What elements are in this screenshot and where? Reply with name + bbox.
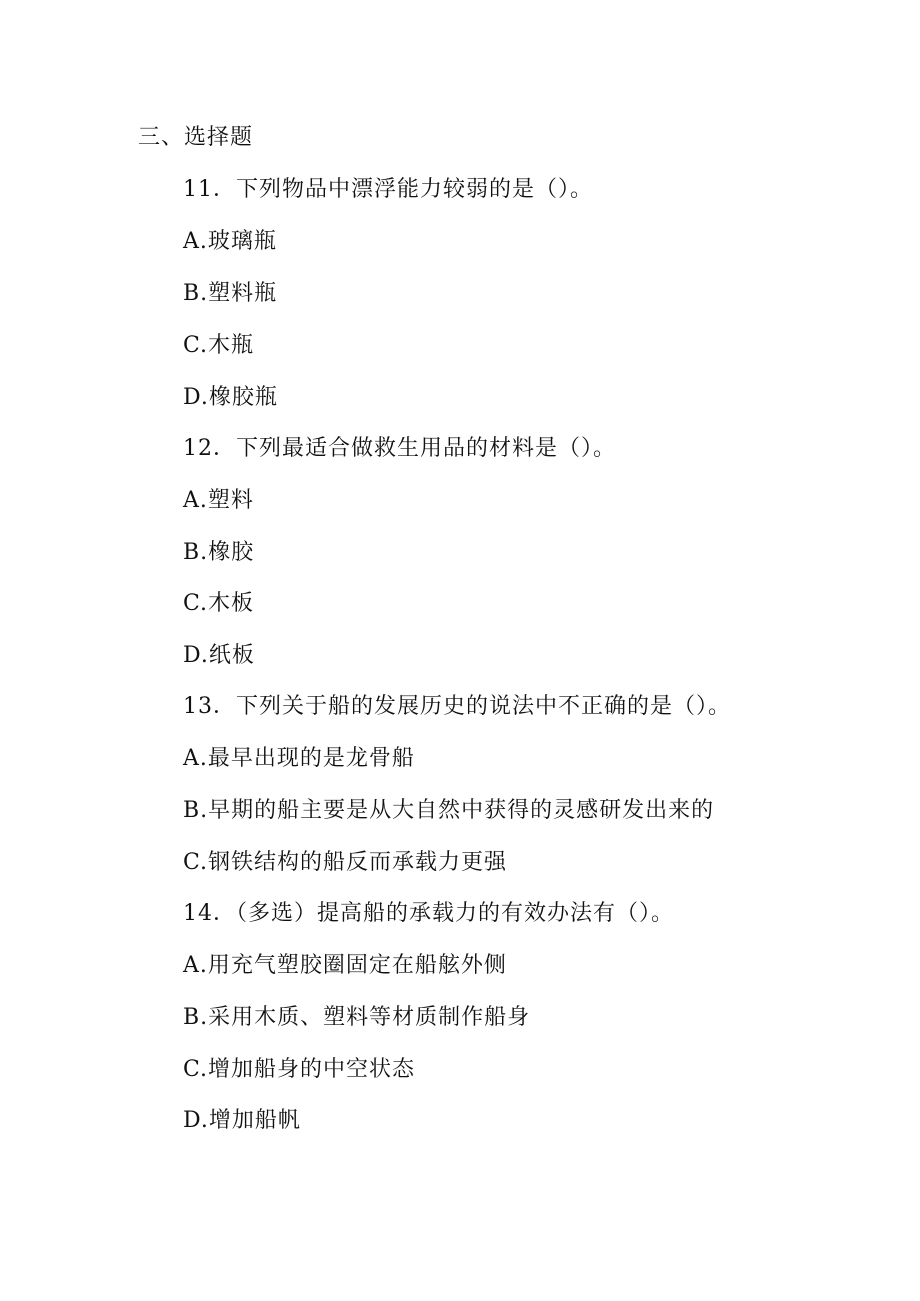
- question-14-option-b: B.采用木质、塑料等材质制作船身: [183, 1005, 531, 1030]
- question-13-option-c: C.钢铁结构的船反而承载力更强: [183, 850, 508, 875]
- section-title: 三、选择题: [138, 125, 254, 150]
- question-14-option-c: C.增加船身的中空状态: [183, 1057, 416, 1082]
- question-11-option-c: C.木瓶: [183, 333, 255, 358]
- question-13-stem: 13．下列关于船的发展历史的说法中不正确的是（）。: [183, 694, 731, 719]
- question-11-option-b: B.塑料瓶: [183, 281, 278, 306]
- question-14-stem: 14．（多选）提高船的承载力的有效办法有（）。: [183, 901, 674, 926]
- question-13-option-a: A.最早出现的是龙骨船: [183, 746, 415, 771]
- question-11-option-a: A.玻璃瓶: [183, 229, 277, 254]
- question-12-option-d: D.纸板: [183, 643, 255, 668]
- question-12-option-b: B.橡胶: [183, 540, 255, 565]
- question-12-stem: 12．下列最适合做救生用品的材料是（）。: [183, 436, 616, 461]
- question-11-stem: 11．下列物品中漂浮能力较弱的是（）。: [183, 177, 593, 202]
- question-12-option-c: C.木板: [183, 591, 255, 616]
- question-12-option-a: A.塑料: [183, 488, 254, 513]
- question-14-option-d: D.增加船帆: [183, 1108, 301, 1133]
- question-14-option-a: A.用充气塑胶圈固定在船舷外侧: [183, 953, 507, 978]
- question-13-option-b: B.早期的船主要是从大自然中获得的灵感研发出来的: [183, 798, 715, 823]
- question-11-option-d: D.橡胶瓶: [183, 385, 278, 410]
